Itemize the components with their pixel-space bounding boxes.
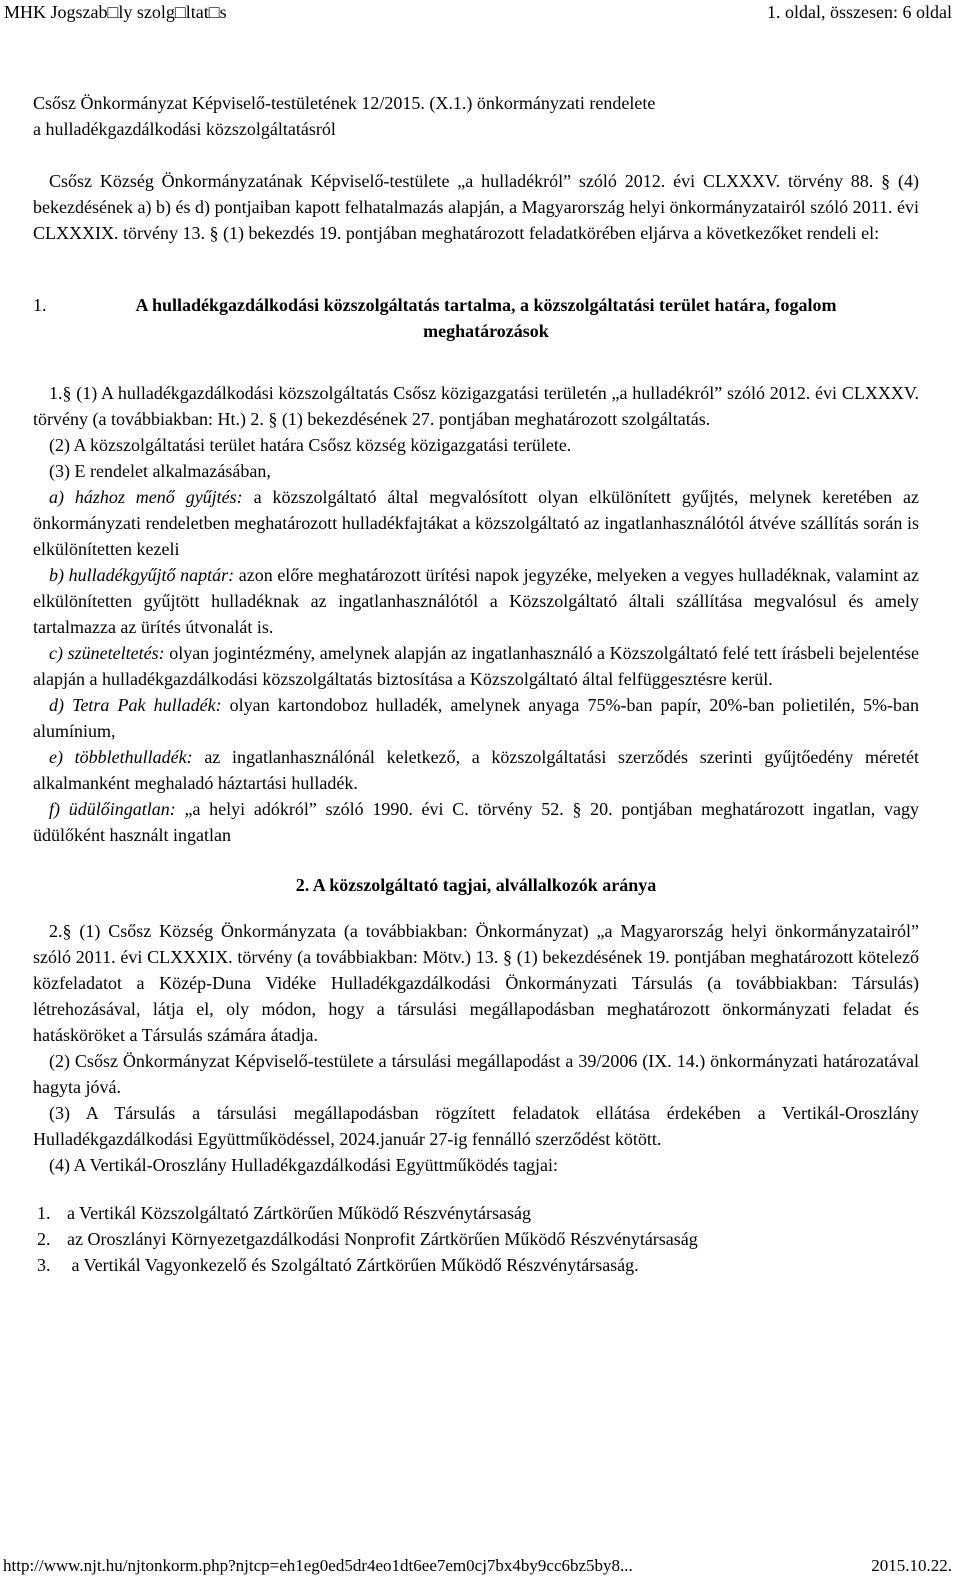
definition-f-text: „a helyi adókról” szóló 1990. évi C. törvény 52. § 20. pontjában meghatározott ingatlan, vagy üdülőként használt ingatlan: [33, 799, 920, 845]
document-body: [33, 90, 919, 1278]
section-2-heading: 2. A közszolgáltató tagjai, alvállalkozók aránya: [295, 875, 657, 895]
section-1-heading: [33, 292, 919, 344]
page-header: [0, 0, 960, 24]
list-item-text: a Vertikál Közszolgáltató Zártkörűen Működő Részvénytársaság: [67, 1203, 532, 1223]
s1-paragraph-2: (2) A közszolgáltatási terület határa Csősz község közigazgatási területe.: [49, 435, 572, 455]
definition-b: [33, 562, 919, 640]
definition-f: [33, 796, 919, 848]
member-list: [33, 1200, 919, 1278]
definition-d-term: d) Tetra Pak hulladék:: [49, 695, 222, 715]
definition-d-text: olyan kartondoboz hulladék, amelynek anyaga 75%-ban papír, 20%-ban polietilén, 5%-ban alumínium,: [33, 695, 920, 741]
definition-a: [33, 484, 919, 562]
definition-a-text: a közszolgáltató által megvalósított olyan elkülönített gyűjtés, melynek keretében az önkormányzati rendeletben meghatározott hulladékfajtákat a közszolgáltató az ingatlanhasználótól átvéve szállítás során is elkülönítetten kezeli: [33, 487, 919, 559]
list-item: [37, 1226, 919, 1252]
list-item-number: 2.: [37, 1229, 51, 1249]
definition-d: [33, 692, 919, 744]
list-item: [37, 1252, 919, 1278]
list-item-number: 3.: [37, 1255, 51, 1275]
definition-c-text: olyan jogintézmény, amelynek alapján az ingatlanhasználó a Közszolgáltató felé tett írásbeli bejelentése alapján a hulladékgazdálkodási közszolgáltatás biztosítása a Közszolgáltató által felfüggesztésre kerül.: [33, 643, 919, 689]
definition-c: [33, 640, 919, 692]
title-line-1: Csősz Önkormányzat Képviselő-testületének 12/2015. (X.1.) önkormányzati rendelete: [33, 93, 656, 113]
list-item-number: 1.: [37, 1203, 51, 1223]
header-source: MHK Jogszab□ly szolg□ltat□s: [4, 2, 227, 22]
s1-paragraph-1: 1.§ (1) A hulladékgazdálkodási közszolgáltatás Csősz közigazgatási területén „a hulladékról” szóló 2012. évi CLXXXV. törvény (a továbbiakban: Ht.) 2. § (1) bekezdésének 27. pontjában meghatározott szolgáltatás.: [33, 383, 919, 429]
footer-url-link[interactable]: http://www.njt.hu/njtonkorm.php?njtcp=eh1eg0ed5dr4eo1dt6ee7em0cj7bx4by9cc6bz5by8...: [3, 1556, 633, 1575]
definition-a-term: a) házhoz menő gyűjtés:: [49, 487, 243, 507]
definition-c-term: c) szüneteltetés:: [49, 643, 165, 663]
footer-date: 2015.10.22.: [871, 1556, 952, 1575]
definition-b-text: azon előre meghatározott ürítési napok jegyzéke, melyeken a vegyes hulladéknak, valamint az elkülönítetten gyűjtött hulladéknak az ingatlanhasználótól a Közszolgáltató általi szállítása megvalósul és amely tartalmazza az ürítés útvonalát is.: [33, 565, 919, 637]
s2-paragraph-4: (4) A Vertikál-Oroszlány Hulladékgazdálkodási Együttműködés tagjai:: [49, 1155, 559, 1175]
s2-paragraph-2: (2) Csősz Önkormányzat Képviselő-testülete a társulási megállapodást a 39/2006 (IX. 14.) önkormányzati határozatával hagyta jóvá.: [33, 1051, 919, 1097]
definition-e-term: e) többlethulladék:: [49, 747, 193, 767]
list-item: [37, 1200, 919, 1226]
preamble: Csősz Község Önkormányzatának Képviselő-testülete „a hulladékról” szóló 2012. évi CLXXXV. törvény 88. § (4) bekezdésének a) b) és d) pontjaiban kapott felhatalmazás alapján, a Magyarország helyi önkormányzatairól szóló 2011. évi CLXXXIX. törvény 13. § (1) bekezdés 19. pontjában meghatározott feladatkörében eljárva a következőket rendeli el:: [33, 171, 919, 243]
definition-f-term: f) üdülőingatlan:: [49, 799, 176, 819]
s2-paragraph-3: (3) A Társulás a társulási megállapodásban rögzített feladatok ellátása érdekében a Vertikál-Oroszlány Hulladékgazdálkodási Együttműködéssel, 2024.január 27-ig fennálló szerződést kötött.: [33, 1103, 919, 1149]
section-2-body: [33, 918, 919, 1278]
list-item-text: a Vertikál Vagyonkezelő és Szolgáltató Zártkörűen Működő Részvénytársaság.: [67, 1255, 639, 1275]
page-footer: [0, 1554, 960, 1578]
section-1-body: [33, 380, 919, 848]
definition-e-text: az ingatlanhasználónál keletkező, a közszolgáltatási szerződés szerinti gyűjtőedény méretét alkalmanként meghaladó háztartási hulladék.: [33, 747, 919, 793]
section-1-title: A hulladékgazdálkodási közszolgáltatás tartalma, a közszolgáltatási terület határa, fogalom meghatározások: [135, 295, 837, 341]
definition-b-term: b) hulladékgyűjtő naptár:: [49, 565, 235, 585]
title-line-2: a hulladékgazdálkodási közszolgáltatásról: [33, 119, 336, 139]
list-item-text: az Oroszlányi Környezetgazdálkodási Nonprofit Zártkörűen Működő Részvénytársaság: [67, 1229, 698, 1249]
definition-e: [33, 744, 919, 796]
section-1-number: 1.: [33, 295, 47, 315]
header-page-info: 1. oldal, összesen: 6 oldal: [767, 2, 952, 22]
s1-paragraph-3: (3) E rendelet alkalmazásában,: [49, 461, 271, 481]
s2-paragraph-1: 2.§ (1) Csősz Község Önkormányzata (a továbbiakban: Önkormányzat) „a Magyarország helyi önkormányzatairól” szóló 2011. évi CLXXXIX. törvény (a továbbiakban: Mötv.) 13. § (1) bekezdésének 19. pontjában meghatározott kötelező közfeladatot a Közép-Duna Vidéke Hulladékgazdálkodási Önkormányzati Társulás (a továbbiakban: Társulás) létrehozásával, látja el, oly módon, hogy a társulási megállapodásban meghatározott önkormányzati feladat és hatásköröket a Társulás számára átadja.: [33, 921, 919, 1045]
